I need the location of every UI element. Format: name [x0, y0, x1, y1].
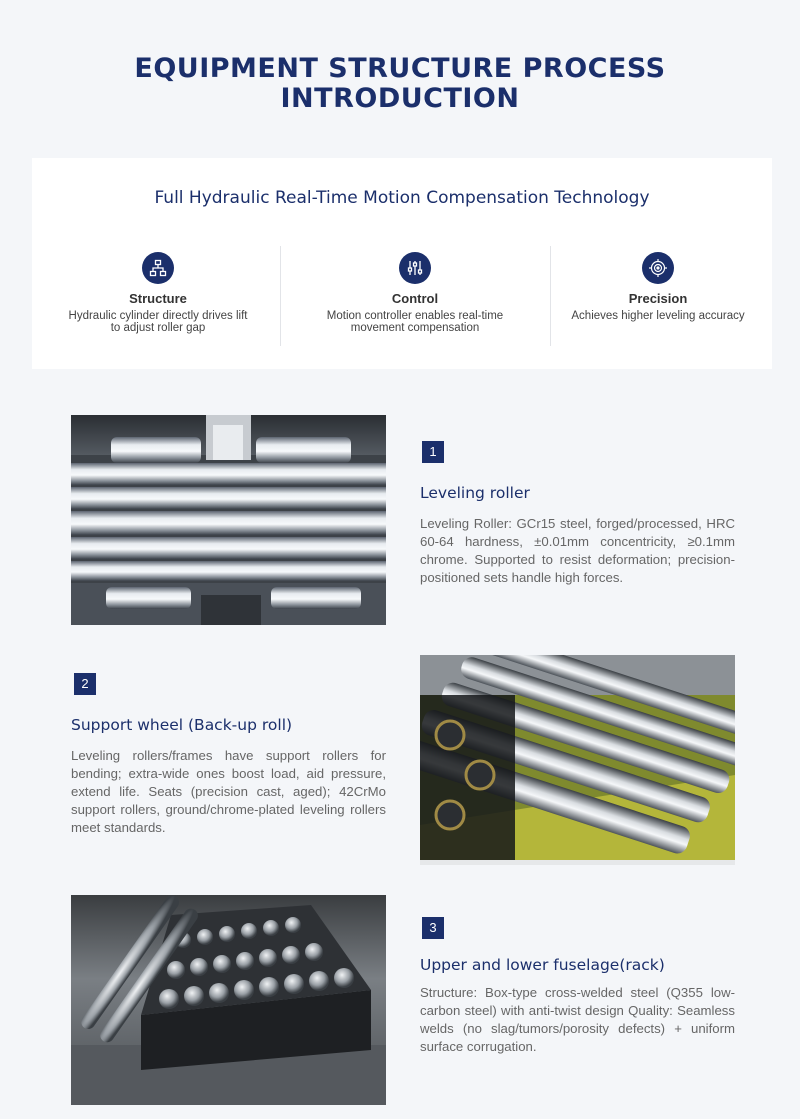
section-description: Leveling Roller: GCr15 steel, forged/processed, HRC 60-64 hardness, ±0.01mm concentricity, ≥0.1mm chrome. Supported to resist deformation; precision-positioned sets handle high forces. [420, 516, 735, 585]
feature-structure [34, 252, 282, 334]
leveling-roller-photo [71, 415, 386, 625]
section-number-badge: 1 [422, 441, 444, 463]
support-wheel-photo [420, 655, 735, 865]
technology-card [32, 158, 772, 369]
page-title [0, 54, 800, 114]
sliders-control-icon [399, 252, 431, 284]
section-description: Structure: Box-type cross-welded steel (Q355 low-carbon steel) with anti-twist design Quality: Seamless welds (no slag/tumors/porosity defects) + uniform surface corrugation. [420, 985, 735, 1054]
technology-title: Full Hydraulic Real-Time Motion Compensation Technology [154, 188, 650, 208]
feature-precision [534, 252, 782, 322]
page-title-line-1: EQUIPMENT STRUCTURE PROCESS [134, 53, 666, 84]
feature-desc: Achieves higher leveling accuracy [571, 310, 745, 322]
feature-title: Structure [129, 291, 187, 306]
section-number-badge: 2 [74, 673, 96, 695]
section-number-badge: 3 [422, 917, 444, 939]
feature-title: Precision [628, 291, 688, 306]
section-title: Upper and lower fuselage(rack) [420, 956, 665, 974]
target-precision-icon [642, 252, 674, 284]
section-title: Leveling roller [420, 484, 530, 502]
feature-title: Control [391, 291, 439, 306]
divider [280, 246, 281, 346]
feature-desc: Motion controller enables real-time movement compensation [326, 310, 504, 334]
structure-hierarchy-icon [142, 252, 174, 284]
fuselage-rack-photo [71, 895, 386, 1105]
page-title-line-2: INTRODUCTION [280, 83, 520, 114]
feature-control [291, 252, 539, 334]
section-title: Support wheel (Back-up roll) [71, 716, 293, 734]
section-description: Leveling rollers/frames have support rollers for bending; extra-wide ones boost load, aid pressure, extend life. Seats (precision cast, aged); 42CrMo support rollers, ground/chrome-plated leveling rollers meet standards. [71, 748, 386, 835]
feature-desc: Hydraulic cylinder directly drives lift to adjust roller gap [68, 310, 248, 334]
